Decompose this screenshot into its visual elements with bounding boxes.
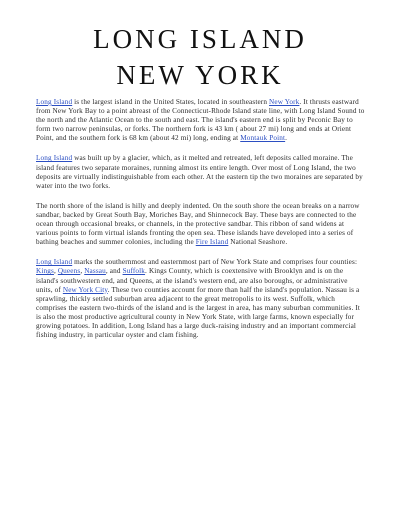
paragraph-text: . Kings County, which is coextensive with Brooklyn and is on the island's southwestern end, and Queens, at the island's western end, are also boroughs, or administrative units, of <box>36 267 348 294</box>
paragraph-text: is the largest island in the United States, located in southeastern <box>72 98 270 106</box>
link-kings[interactable]: Kings <box>36 267 54 276</box>
paragraph-text: National Seashore. <box>228 238 288 247</box>
paragraph-text: marks the southernmost and easternmost part of New York State and comprises four counties: <box>72 258 358 267</box>
link-long-island[interactable]: Long Island <box>36 258 73 267</box>
separator-text: , <box>53 267 58 276</box>
paragraph-geology <box>36 154 366 190</box>
paragraph-text: . It thrusts eastward from New York Bay to a point abreast of the Connecticut-Rhode Island state line, with Long Island Sound to the north and the Atlantic Ocean to the south and east. The island's eastern end is split by Peconic Bay to form two narrow peninsulas, or forks. The northern fork is 43 km ( about 27 mi) long and ends at Orient Point, and the southern fork is 68 km (about 42 mi) long, ending at <box>36 98 365 143</box>
link-suffolk[interactable]: Suffolk <box>122 267 146 276</box>
link-queens[interactable]: Queens <box>57 267 81 276</box>
link-long-island[interactable]: Long Island <box>36 98 73 106</box>
paragraph-text: . <box>285 134 288 143</box>
paragraph-overview <box>36 98 366 143</box>
link-nassau[interactable]: Nassau <box>84 267 106 276</box>
separator-text: , and <box>105 267 123 276</box>
paragraph-text: was built up by a glacier, which, as it melted and retreated, left deposits called moraine. The island features two separate moraines, running almost its entire length. Over most of Long Island, the two deposits are virtually indistinguishable from each other. At the eastern tip the two moraines are separated by water into the two forks. <box>36 154 363 190</box>
page-title-line-2: NEW YORK <box>116 60 284 90</box>
link-long-island[interactable]: Long Island <box>36 154 73 163</box>
paragraph-text: The north shore of the island is hilly and deeply indented. On the south shore the ocean breaks on a narrow sandbar, backed by Great South Bay, Moriches Bay, and Shinnecock Bay. These bays are connected to the ocean through occasional breaks, or channels, in the protective sandbar. This ribbon of sand widens at various points to form virtual islands fronting the open sea. These islands have developed into a series of bathing beaches and summer colonies, including the <box>36 201 360 247</box>
paragraph-text: . These two counties account for more than half the island's population. Nassau is a sprawling, thickly settled suburban area adjacent to the great metropolis to its west. Suffolk, which comprises the eastern two-thirds of the island and is the largest in area, has many suburban communities. It is also the most productive agricultural county in New York State, with large farms, known especially for growing potatoes. In addition, Long Island has a large duck-raising industry and an important commercial fishing industry, in particular oyster and clam fishing. <box>36 285 361 340</box>
page-title-line-1: LONG ISLAND <box>93 24 307 54</box>
link-montauk-point[interactable]: Montauk Point <box>240 134 286 143</box>
link-new-york-city[interactable]: New York City <box>62 285 108 294</box>
paragraph-shores <box>36 202 366 247</box>
paragraph-counties <box>36 258 366 340</box>
article-body <box>36 98 366 351</box>
link-fire-island[interactable]: Fire Island <box>195 238 229 247</box>
link-new-york[interactable]: New York <box>269 98 300 106</box>
separator-text: , <box>80 267 85 276</box>
